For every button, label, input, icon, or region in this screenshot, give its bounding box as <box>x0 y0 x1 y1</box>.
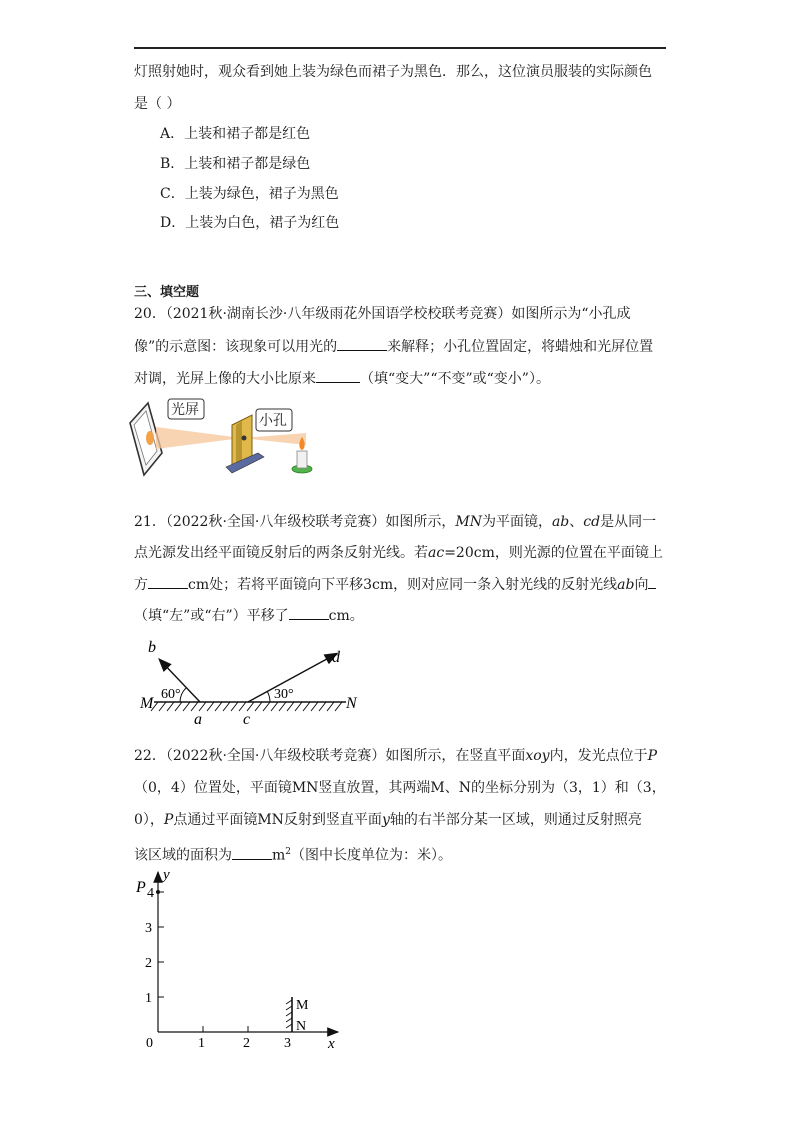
mirror-hatching <box>151 702 342 711</box>
q21-sep: 、 <box>569 514 584 530</box>
q22-line4 <box>134 842 452 866</box>
q19-text-line2: 是（ ） <box>134 96 181 112</box>
q21-line4-text-b: cm。 <box>328 608 364 624</box>
x-axis-ticks <box>203 1026 292 1032</box>
q22-xoy: xoy <box>525 748 550 764</box>
q21-line4-text: （填“左”或“右”）平移了 <box>134 608 289 624</box>
screen-label: 光屏 <box>171 403 199 418</box>
q19-option-d: D．上装为白色，裙子为红色 <box>160 215 340 231</box>
q22-line4-text-b: （图中长度单位为：米）。 <box>291 847 453 864</box>
q21-blank-2[interactable] <box>648 574 656 589</box>
q21-line3-text-c: 向 <box>634 577 649 593</box>
coordinate-figure <box>134 866 354 1056</box>
y-tick-4: 4 <box>147 886 154 901</box>
angle-30-label: 30° <box>274 687 294 702</box>
angle-60-label: 60° <box>161 687 181 702</box>
x-tick-2: 2 <box>243 1036 250 1051</box>
q21-line1 <box>134 512 656 532</box>
q22-y: y <box>381 812 390 828</box>
label-b: b <box>148 639 156 656</box>
pinhole <box>242 436 247 441</box>
q22-p-2: P <box>163 812 174 828</box>
x-tick-1: 1 <box>198 1036 205 1051</box>
q22-unit-sup: 2 <box>285 847 292 857</box>
q22-source: （2022秋·全国·八年级校联考竞赛） <box>165 748 386 764</box>
q22-line1 <box>134 746 657 766</box>
q21-line2 <box>134 543 663 563</box>
label-m-point: M <box>296 998 309 1013</box>
angle-arc-30 <box>267 691 270 702</box>
light-beam-left <box>156 427 242 449</box>
q19-option-c: C．上装为绿色，裙子为黑色 <box>160 186 339 202</box>
origin-label: 0 <box>146 1036 153 1051</box>
angle-arc-60 <box>180 688 186 702</box>
q20-line2 <box>134 336 653 357</box>
y-tick-3: 3 <box>145 921 152 936</box>
q21-ab-2: ab <box>617 577 635 593</box>
mirror-mn-hatching <box>286 1000 292 1028</box>
q21-line4 <box>134 605 364 626</box>
q21-line2-text: 点光源发出经平面镜反射后的两条反射光线。若 <box>134 545 428 561</box>
q22-p: P <box>647 748 658 764</box>
q22-line3-text: 0）， <box>134 812 164 828</box>
q21-blank-1[interactable] <box>148 574 188 589</box>
q22-text: 如图所示，在竖直平面 <box>385 748 526 764</box>
label-x-axis: x <box>328 1036 335 1052</box>
q21-text: 如图所示， <box>385 514 456 530</box>
q21-line2-text-b: =20cm，则光源的位置在平面镜上 <box>444 545 663 561</box>
mirror-reflection-figure <box>134 630 374 730</box>
inverted-image <box>146 431 154 445</box>
x-tick-3: 3 <box>284 1036 291 1051</box>
q20-line3-text-b: （填“变大”“不变”或“变小”）。 <box>360 371 550 387</box>
label-y-axis: y <box>163 867 170 883</box>
point-p <box>156 890 160 894</box>
label-n: N <box>346 695 357 712</box>
q21-line3 <box>134 574 656 595</box>
label-a: a <box>194 711 202 728</box>
q20-line3 <box>134 368 550 389</box>
q20-blank-1[interactable] <box>337 336 387 351</box>
label-c: c <box>243 711 251 728</box>
q22-unit: m <box>272 847 286 864</box>
label-n-point: N <box>296 1019 307 1034</box>
q21-text-b: 为平面镜， <box>481 514 552 530</box>
q22-line3-text-b: 点通过平面镜MN反射到竖直平面 <box>173 812 382 828</box>
y-tick-2: 2 <box>145 956 152 971</box>
y-axis-ticks <box>158 892 164 997</box>
q20-line2-text-b: 来解释；小孔位置固定，将蜡烛和光屏位置 <box>387 339 654 355</box>
q20-line2-text: 像”的示意图：该现象可以用光的 <box>134 339 338 355</box>
q22-number: 22． <box>134 748 166 764</box>
hole-label: 小孔 <box>259 414 287 429</box>
q19-option-a: A．上装和裙子都是红色 <box>160 126 311 142</box>
label-p: P <box>136 879 146 896</box>
q22-line3-text-c: 轴的右半部分某一区域，则通过反射照亮 <box>389 812 642 828</box>
q22-line4-text: 该区域的面积为 <box>134 847 232 864</box>
q22-text-b: 内，发光点位于 <box>549 748 648 764</box>
pinhole-figure <box>126 395 326 485</box>
top-divider <box>134 47 666 49</box>
q21-mn: MN <box>455 514 482 530</box>
q20-number: 20． <box>134 306 166 322</box>
q20-source: （2021秋·湖南长沙·八年级雨花外国语学校校联考竞赛） <box>165 306 512 322</box>
q19-text-line1: 灯照射她时，观众看到她上装为绿色而裙子为黑色．那么，这位演员服装的实际颜色 <box>134 64 652 80</box>
q20-line1 <box>134 304 631 324</box>
q21-blank-3[interactable] <box>289 605 329 620</box>
q19-option-b: B．上装和裙子都是绿色 <box>160 156 311 172</box>
q22-blank-1[interactable] <box>232 845 272 860</box>
q21-ab: ab <box>551 514 570 530</box>
q21-line3-text-b: cm处；若将平面镜向下平移3cm，则对应同一条入射光线的反射光线 <box>188 577 618 593</box>
candle-body <box>297 451 307 468</box>
q21-number: 21． <box>134 514 166 530</box>
q21-ac: ac <box>428 545 445 561</box>
q21-cd: cd <box>583 514 601 530</box>
q22-line3 <box>134 810 642 830</box>
q21-source: （2022秋·全国·八年级校联考竞赛） <box>165 514 386 530</box>
y-tick-1: 1 <box>145 991 152 1006</box>
q20-line3-text: 对调，光屏上像的大小比原来 <box>134 371 316 387</box>
q21-line3-text: 方 <box>134 577 148 593</box>
label-d: d <box>332 649 340 666</box>
q22-line2: （0，4）位置处，平面镜MN竖直放置，其两端M、N的坐标分别为（3，1）和（3， <box>134 780 666 796</box>
q20-blank-2[interactable] <box>316 368 360 383</box>
section-title: 三、填空题 <box>134 285 200 300</box>
label-m: M <box>140 695 154 712</box>
q21-text-d: 是从同一 <box>600 514 657 530</box>
q20-text: 如图所示为“小孔成 <box>511 306 631 322</box>
